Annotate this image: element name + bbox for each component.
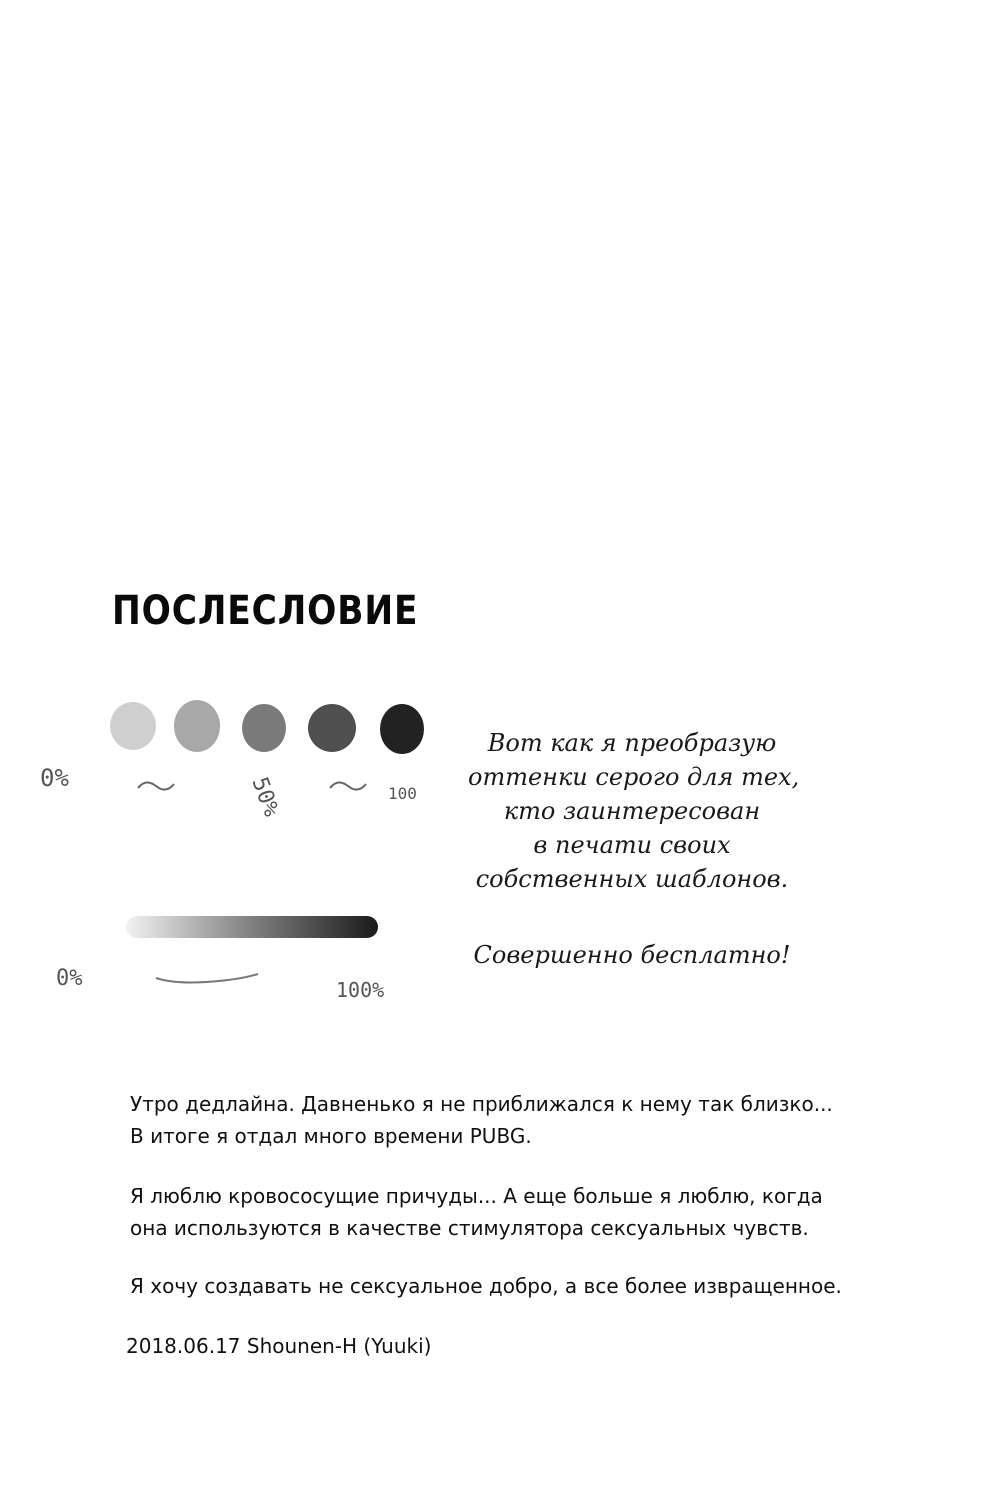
scale-middle-label: 50% xyxy=(246,774,284,820)
swatch-dark xyxy=(380,704,424,754)
side-note-line: в печати своих xyxy=(533,831,731,859)
side-note xyxy=(468,726,800,896)
signature: 2018.06.17 Shounen-H (Yuuki) xyxy=(126,1334,432,1358)
gradient-start-label: 0% xyxy=(56,966,83,991)
paragraph-line: Я люблю кровососущие причуды... А еще больше я люблю, когда xyxy=(130,1184,823,1208)
swatch-dark-mid xyxy=(308,704,356,752)
paragraph-line: Я хочу создавать не сексуальное добро, а все более извращенное. xyxy=(130,1274,842,1298)
free-note: Совершенно бесплатно! xyxy=(473,941,791,969)
paragraph-line: Утро дедлайна. Давненько я не приближался к нему так близко... xyxy=(130,1092,833,1116)
scale-end-label: 100 xyxy=(388,784,417,803)
swatch-light xyxy=(110,702,156,750)
paragraph-wish xyxy=(130,1270,842,1302)
tilde-right xyxy=(328,776,368,796)
scale-start-label: 0% xyxy=(40,764,69,792)
side-note-line: Вот как я преобразую xyxy=(487,729,777,757)
side-note-line: оттенки серого для тех, xyxy=(468,763,800,791)
paragraph-deadline xyxy=(130,1088,833,1152)
gradient-end-label: 100% xyxy=(336,978,385,1002)
paragraph-line: она используются в качестве стимулятора сексуальных чувств. xyxy=(130,1216,809,1240)
side-note-line: собственных шаблонов. xyxy=(475,865,789,893)
paragraph-fetish xyxy=(130,1180,823,1244)
tilde-left xyxy=(136,776,176,796)
gradient-tilde xyxy=(154,970,260,990)
swatch-mid xyxy=(242,704,286,752)
side-note-line: кто заинтересован xyxy=(503,797,761,825)
paragraph-line: В итоге я отдал много времени PUBG. xyxy=(130,1124,532,1148)
swatch-light-mid xyxy=(174,700,220,752)
page-title: ПОСЛЕСЛОВИЕ xyxy=(112,588,419,634)
gray-gradient-bar xyxy=(126,916,378,938)
